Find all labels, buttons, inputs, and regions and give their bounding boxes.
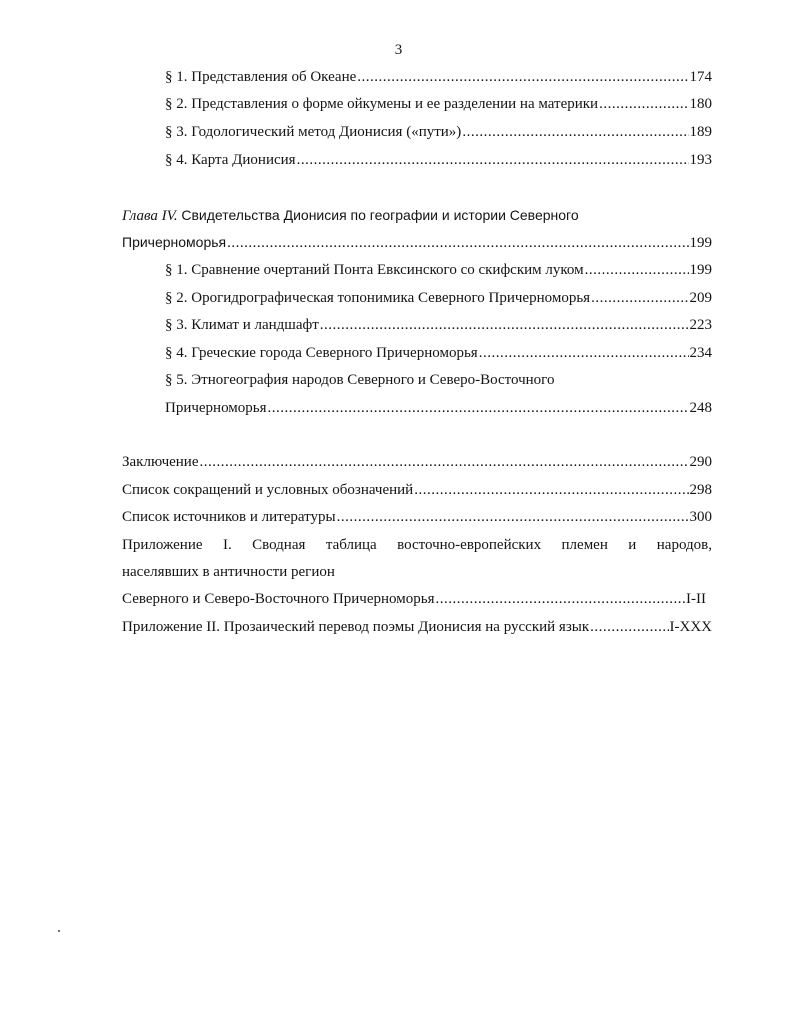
toc-entry-ch4-s1 (165, 259, 712, 281)
leader-dots (268, 397, 689, 419)
toc-entry-ch3-s3 (165, 121, 712, 143)
toc-entry-page: 234 (689, 345, 712, 361)
leader-dots (599, 93, 688, 115)
toc-entry-page: 248 (689, 400, 712, 416)
toc-entry-page: 199 (689, 262, 712, 278)
page-number: 3 (394, 42, 403, 58)
chapter-title-continued: Причерноморья (122, 234, 227, 250)
toc-entry-text: Приложение II. Прозаический перевод поэмы Дионисия на русский язык (122, 619, 590, 635)
toc-entry-ch4-s5-line2 (165, 397, 712, 419)
toc-entry-text: Заключение (122, 454, 199, 470)
leader-dots (585, 259, 689, 281)
chapter-title: Свидетельства Дионисия по географии и истории Северного (181, 207, 579, 223)
leader-dots (297, 149, 689, 171)
toc-entry-text: § 4. Карта Дионисия (165, 152, 296, 168)
leader-dots (414, 479, 688, 501)
leader-dots (435, 588, 685, 610)
toc-entry-ch3-s2 (165, 93, 712, 115)
toc-entry-text: Северного и Северо-Восточного Причерноморья (122, 591, 435, 607)
toc-entry-text: § 4. Греческие города Северного Причерноморья (165, 345, 478, 361)
toc-entry-appendix1-line1: Приложение I. Сводная таблица восточно-европейских племен и народов, (122, 537, 712, 553)
toc-entry-page: 189 (689, 124, 712, 140)
toc-entry-text: Список сокращений и условных обозначений (122, 482, 414, 498)
leader-dots (337, 506, 689, 528)
toc-entry-ch3-s1 (165, 66, 712, 88)
toc-entry-page: I-XXX (669, 619, 712, 635)
toc-entry-text: § 1. Представления об Океане (165, 69, 357, 85)
toc-entry-text: § 3. Годологический метод Дионисия («пути») (165, 124, 462, 140)
leader-dots (320, 314, 689, 336)
toc-entry-page: 199 (689, 235, 712, 251)
toc-entry-ch4-s5-line1: § 5. Этногеография народов Северного и Северо-Восточного (165, 372, 555, 388)
toc-entry-appendix1-line3 (122, 588, 706, 610)
toc-entry-text: Причерноморья (165, 400, 267, 416)
scan-speck (58, 930, 60, 932)
toc-entry-page: 209 (689, 290, 712, 306)
toc-entry-text: § 1. Сравнение очертаний Понта Евксинского со скифским луком (165, 262, 584, 278)
toc-entry-appendix2 (122, 616, 712, 638)
toc-entry-sources (122, 506, 712, 528)
leader-dots (479, 342, 689, 364)
toc-entry-text: § 2. Орогидрографическая топонимика Северного Причерноморья (165, 290, 591, 306)
toc-entry-abbreviations (122, 479, 712, 501)
toc-entry-page: I-II (686, 591, 706, 607)
toc-entry-text: Список источников и литературы (122, 509, 336, 525)
toc-entry-text: § 3. Климат и ландшафт (165, 317, 319, 333)
chapter-label: Глава IV. (122, 208, 178, 224)
chapter-heading-line1 (122, 204, 579, 226)
toc-entry-page: 180 (689, 96, 712, 112)
leader-dots (462, 121, 688, 143)
toc-entry-page: 290 (689, 454, 712, 470)
toc-entry-text: § 2. Представления о форме ойкумены и ее разделении на материки (165, 96, 599, 112)
leader-dots (590, 616, 668, 638)
toc-entry-appendix1-line2: населявших в античности регион (122, 564, 335, 580)
leader-dots (200, 451, 689, 473)
chapter-heading-line2 (122, 231, 712, 253)
toc-entry-conclusion (122, 451, 712, 473)
toc-entry-page: 223 (689, 317, 712, 333)
toc-entry-ch4-s4 (165, 342, 712, 364)
leader-dots (591, 287, 688, 309)
toc-entry-page: 193 (689, 152, 712, 168)
toc-entry-ch4-s3 (165, 314, 712, 336)
toc-entry-page: 298 (689, 482, 712, 498)
toc-entry-ch3-s4 (165, 149, 712, 171)
leader-dots (227, 232, 688, 254)
leader-dots (357, 66, 688, 88)
toc-entry-ch4-s2 (165, 287, 712, 309)
toc-entry-page: 300 (689, 509, 712, 525)
toc-entry-page: 174 (689, 69, 712, 85)
